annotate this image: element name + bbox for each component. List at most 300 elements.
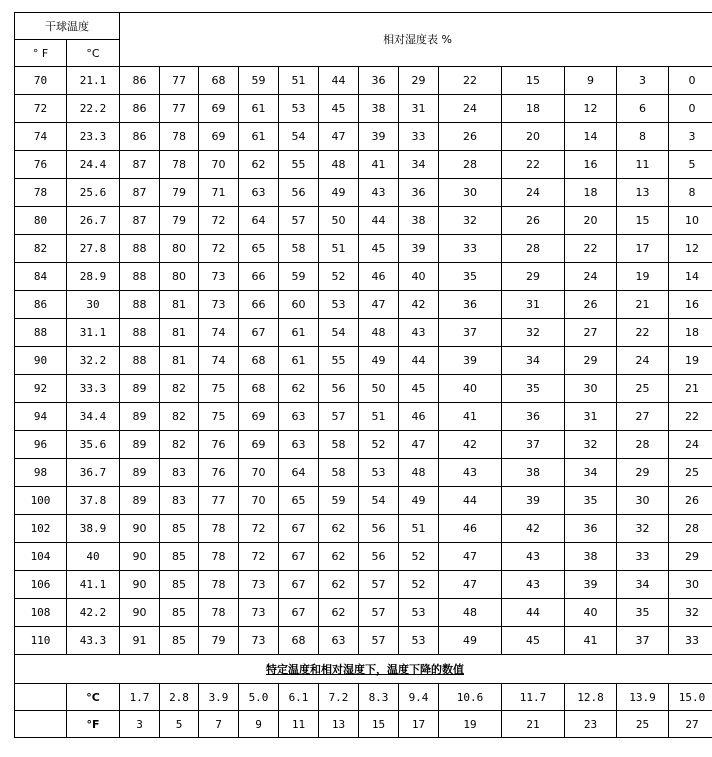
humidity-cell: 72 (239, 543, 279, 571)
celsius-cell: 40 (67, 543, 120, 571)
celsius-cell: 41.1 (67, 571, 120, 599)
humidity-cell: 53 (399, 599, 439, 627)
humidity-cell: 34 (617, 571, 669, 599)
humidity-cell: 78 (199, 571, 239, 599)
humidity-cell: 22 (439, 67, 502, 95)
humidity-cell: 90 (120, 543, 160, 571)
relative-humidity-title: 相对湿度表 % (120, 13, 712, 67)
humidity-cell: 24 (439, 95, 502, 123)
humidity-cell: 87 (120, 207, 160, 235)
humidity-cell: 45 (319, 95, 359, 123)
table-row (15, 459, 712, 487)
table-row (15, 571, 712, 599)
humidity-cell: 73 (199, 291, 239, 319)
humidity-cell: 62 (279, 375, 319, 403)
humidity-cell: 10 (669, 207, 712, 235)
table-row (15, 515, 712, 543)
humidity-cell: 86 (120, 123, 160, 151)
humidity-cell: 24 (617, 347, 669, 375)
humidity-cell: 59 (239, 67, 279, 95)
humidity-cell: 64 (239, 207, 279, 235)
fahrenheit-drop-cell: 17 (399, 711, 439, 738)
humidity-cell: 57 (359, 627, 399, 655)
humidity-cell: 51 (399, 515, 439, 543)
humidity-cell: 61 (279, 347, 319, 375)
humidity-cell: 44 (359, 207, 399, 235)
humidity-cell: 68 (239, 347, 279, 375)
celsius-cell: 23.3 (67, 123, 120, 151)
humidity-cell: 76 (199, 431, 239, 459)
humidity-cell: 22 (617, 319, 669, 347)
humidity-cell: 19 (617, 263, 669, 291)
humidity-cell: 37 (439, 319, 502, 347)
humidity-cell: 24 (502, 179, 565, 207)
humidity-cell: 52 (399, 571, 439, 599)
celsius-drop-cell: 10.6 (439, 684, 502, 711)
humidity-cell: 63 (239, 179, 279, 207)
table-row (15, 263, 712, 291)
celsius-drop-cell: 6.1 (279, 684, 319, 711)
fahrenheit-drop-cell: 5 (160, 711, 199, 738)
celsius-cell: 22.2 (67, 95, 120, 123)
humidity-cell: 53 (399, 627, 439, 655)
unit-label: °C (67, 684, 120, 711)
celsius-drop-cell: 9.4 (399, 684, 439, 711)
humidity-cell: 37 (502, 431, 565, 459)
celsius-cell: 31.1 (67, 319, 120, 347)
fahrenheit-drop-cell: 7 (199, 711, 239, 738)
humidity-cell: 42 (399, 291, 439, 319)
humidity-cell: 42 (502, 515, 565, 543)
table-row (15, 235, 712, 263)
humidity-cell: 28 (669, 515, 712, 543)
fahrenheit-cell: 74 (15, 123, 67, 151)
humidity-cell: 25 (669, 459, 712, 487)
humidity-cell: 22 (502, 151, 565, 179)
humidity-cell: 57 (359, 571, 399, 599)
humidity-cell: 5 (669, 151, 712, 179)
fahrenheit-drop-cell: 13 (319, 711, 359, 738)
humidity-cell: 29 (502, 263, 565, 291)
humidity-cell: 20 (502, 123, 565, 151)
humidity-table (14, 12, 712, 738)
humidity-cell: 89 (120, 431, 160, 459)
humidity-cell: 88 (120, 347, 160, 375)
humidity-cell: 56 (359, 515, 399, 543)
humidity-cell: 82 (160, 375, 199, 403)
humidity-cell: 67 (279, 543, 319, 571)
humidity-cell: 0 (669, 95, 712, 123)
humidity-cell: 73 (239, 599, 279, 627)
humidity-cell: 31 (502, 291, 565, 319)
humidity-cell: 82 (160, 431, 199, 459)
celsius-cell: 38.9 (67, 515, 120, 543)
humidity-cell: 62 (319, 571, 359, 599)
humidity-cell: 69 (239, 431, 279, 459)
temperature-drop-title: 特定温度和相对湿度下，温度下降的数值 (15, 655, 712, 684)
humidity-cell: 49 (439, 627, 502, 655)
humidity-cell: 43 (439, 459, 502, 487)
humidity-cell: 3 (617, 67, 669, 95)
humidity-cell: 88 (120, 263, 160, 291)
fahrenheit-cell: 110 (15, 627, 67, 655)
fahrenheit-cell: 92 (15, 375, 67, 403)
humidity-cell: 58 (319, 459, 359, 487)
humidity-cell: 39 (565, 571, 617, 599)
humidity-cell: 61 (279, 319, 319, 347)
humidity-cell: 22 (669, 403, 712, 431)
humidity-cell: 49 (319, 179, 359, 207)
humidity-cell: 61 (239, 123, 279, 151)
celsius-drop-cell: 5.0 (239, 684, 279, 711)
humidity-cell: 77 (199, 487, 239, 515)
humidity-cell: 52 (399, 543, 439, 571)
table-row (15, 375, 712, 403)
humidity-cell: 51 (319, 235, 359, 263)
celsius-drop-cell: 11.7 (502, 684, 565, 711)
celsius-cell: 25.6 (67, 179, 120, 207)
humidity-cell: 35 (502, 375, 565, 403)
humidity-cell: 36 (565, 515, 617, 543)
humidity-cell: 18 (502, 95, 565, 123)
celsius-cell: 26.7 (67, 207, 120, 235)
humidity-cell: 81 (160, 319, 199, 347)
humidity-cell: 54 (319, 319, 359, 347)
table-row (15, 179, 712, 207)
humidity-cell: 88 (120, 291, 160, 319)
temperature-drop-title-row (15, 655, 712, 684)
fahrenheit-cell: 90 (15, 347, 67, 375)
humidity-cell: 91 (120, 627, 160, 655)
humidity-cell: 58 (279, 235, 319, 263)
humidity-cell: 89 (120, 459, 160, 487)
humidity-cell: 85 (160, 543, 199, 571)
humidity-cell: 49 (359, 347, 399, 375)
humidity-cell: 57 (359, 599, 399, 627)
humidity-cell: 21 (617, 291, 669, 319)
humidity-cell: 6 (617, 95, 669, 123)
humidity-cell: 31 (399, 95, 439, 123)
humidity-cell: 34 (399, 151, 439, 179)
humidity-cell: 54 (279, 123, 319, 151)
humidity-cell: 65 (239, 235, 279, 263)
humidity-cell: 44 (319, 67, 359, 95)
empty-cell (15, 711, 67, 738)
celsius-drop-cell: 3.9 (199, 684, 239, 711)
humidity-cell: 30 (565, 375, 617, 403)
humidity-cell: 72 (199, 207, 239, 235)
humidity-cell: 78 (199, 515, 239, 543)
humidity-cell: 12 (565, 95, 617, 123)
celsius-drop-cell: 1.7 (120, 684, 160, 711)
humidity-cell: 22 (565, 235, 617, 263)
celsius-cell: 42.2 (67, 599, 120, 627)
fahrenheit-drop-cell: 21 (502, 711, 565, 738)
humidity-cell: 77 (160, 95, 199, 123)
humidity-cell: 51 (359, 403, 399, 431)
humidity-cell: 70 (199, 151, 239, 179)
fahrenheit-cell: 88 (15, 319, 67, 347)
humidity-cell: 62 (239, 151, 279, 179)
table-row (15, 347, 712, 375)
humidity-cell: 90 (120, 571, 160, 599)
fahrenheit-cell: 70 (15, 67, 67, 95)
humidity-cell: 57 (319, 403, 359, 431)
humidity-cell: 45 (399, 375, 439, 403)
fahrenheit-cell: 108 (15, 599, 67, 627)
humidity-cell: 48 (439, 599, 502, 627)
humidity-cell: 66 (239, 291, 279, 319)
humidity-cell: 78 (199, 599, 239, 627)
humidity-cell: 56 (319, 375, 359, 403)
humidity-cell: 72 (239, 515, 279, 543)
celsius-drop-cell: 8.3 (359, 684, 399, 711)
fahrenheit-cell: 76 (15, 151, 67, 179)
humidity-cell: 59 (319, 487, 359, 515)
humidity-cell: 35 (439, 263, 502, 291)
humidity-cell: 50 (319, 207, 359, 235)
humidity-cell: 83 (160, 459, 199, 487)
humidity-cell: 16 (565, 151, 617, 179)
humidity-cell: 48 (319, 151, 359, 179)
humidity-cell: 39 (502, 487, 565, 515)
table-row (15, 207, 712, 235)
fahrenheit-cell: 80 (15, 207, 67, 235)
table-row (15, 291, 712, 319)
humidity-cell: 52 (359, 431, 399, 459)
fahrenheit-cell: 102 (15, 515, 67, 543)
humidity-cell: 88 (120, 235, 160, 263)
celsius-cell: 43.3 (67, 627, 120, 655)
humidity-cell: 14 (669, 263, 712, 291)
humidity-cell: 80 (160, 235, 199, 263)
humidity-cell: 59 (279, 263, 319, 291)
celsius-cell: 33.3 (67, 375, 120, 403)
humidity-cell: 44 (439, 487, 502, 515)
table-row (15, 599, 712, 627)
fahrenheit-drop-row (15, 711, 712, 738)
humidity-cell: 70 (239, 459, 279, 487)
humidity-cell: 8 (669, 179, 712, 207)
celsius-cell: 30 (67, 291, 120, 319)
celsius-drop-cell: 15.0 (669, 684, 712, 711)
humidity-cell: 47 (359, 291, 399, 319)
humidity-cell: 35 (617, 599, 669, 627)
humidity-cell: 30 (617, 487, 669, 515)
humidity-cell: 78 (160, 151, 199, 179)
fahrenheit-cell: 106 (15, 571, 67, 599)
humidity-cell: 41 (439, 403, 502, 431)
fahrenheit-drop-cell: 19 (439, 711, 502, 738)
table-row (15, 403, 712, 431)
humidity-cell: 75 (199, 375, 239, 403)
humidity-cell: 18 (669, 319, 712, 347)
humidity-cell: 44 (399, 347, 439, 375)
humidity-cell: 64 (279, 459, 319, 487)
humidity-cell: 56 (279, 179, 319, 207)
humidity-cell: 14 (565, 123, 617, 151)
humidity-cell: 62 (319, 599, 359, 627)
humidity-cell: 26 (669, 487, 712, 515)
humidity-cell: 62 (319, 543, 359, 571)
humidity-cell: 71 (199, 179, 239, 207)
humidity-cell: 26 (502, 207, 565, 235)
humidity-cell: 87 (120, 151, 160, 179)
humidity-cell: 38 (359, 95, 399, 123)
humidity-cell: 29 (617, 459, 669, 487)
fahrenheit-cell: 86 (15, 291, 67, 319)
table-row (15, 431, 712, 459)
humidity-cell: 40 (399, 263, 439, 291)
humidity-cell: 55 (319, 347, 359, 375)
humidity-cell: 30 (439, 179, 502, 207)
celsius-drop-cell: 12.8 (565, 684, 617, 711)
humidity-cell: 40 (439, 375, 502, 403)
humidity-cell: 83 (160, 487, 199, 515)
humidity-cell: 20 (565, 207, 617, 235)
humidity-cell: 39 (359, 123, 399, 151)
fahrenheit-cell: 84 (15, 263, 67, 291)
fahrenheit-unit-header: ° F (15, 40, 67, 67)
humidity-cell: 68 (279, 627, 319, 655)
celsius-drop-cell: 13.9 (617, 684, 669, 711)
humidity-cell: 47 (399, 431, 439, 459)
table-row (15, 67, 712, 95)
humidity-cell: 69 (199, 123, 239, 151)
humidity-cell: 79 (160, 179, 199, 207)
humidity-cell: 85 (160, 627, 199, 655)
humidity-cell: 89 (120, 487, 160, 515)
humidity-cell: 85 (160, 571, 199, 599)
humidity-cell: 56 (359, 543, 399, 571)
celsius-cell: 37.8 (67, 487, 120, 515)
humidity-cell: 32 (617, 515, 669, 543)
humidity-cell: 21 (669, 375, 712, 403)
humidity-cell: 89 (120, 403, 160, 431)
fahrenheit-cell: 78 (15, 179, 67, 207)
humidity-cell: 32 (439, 207, 502, 235)
humidity-cell: 32 (565, 431, 617, 459)
humidity-cell: 26 (439, 123, 502, 151)
table-row (15, 627, 712, 655)
humidity-cell: 24 (669, 431, 712, 459)
humidity-cell: 28 (439, 151, 502, 179)
table-row (15, 151, 712, 179)
humidity-cell: 48 (399, 459, 439, 487)
fahrenheit-cell: 96 (15, 431, 67, 459)
fahrenheit-cell: 94 (15, 403, 67, 431)
humidity-cell: 18 (565, 179, 617, 207)
humidity-cell: 86 (120, 67, 160, 95)
humidity-cell: 89 (120, 375, 160, 403)
humidity-cell: 33 (669, 627, 712, 655)
humidity-cell: 90 (120, 599, 160, 627)
humidity-cell: 16 (669, 291, 712, 319)
header-row-top (15, 13, 712, 40)
humidity-cell: 61 (239, 95, 279, 123)
humidity-cell: 79 (199, 627, 239, 655)
humidity-cell: 66 (239, 263, 279, 291)
humidity-cell: 85 (160, 515, 199, 543)
humidity-cell: 78 (160, 123, 199, 151)
humidity-cell: 43 (359, 179, 399, 207)
humidity-cell: 57 (279, 207, 319, 235)
fahrenheit-drop-cell: 15 (359, 711, 399, 738)
humidity-cell: 43 (502, 571, 565, 599)
humidity-cell: 67 (279, 599, 319, 627)
humidity-cell: 68 (199, 67, 239, 95)
celsius-cell: 24.4 (67, 151, 120, 179)
empty-cell (15, 684, 67, 711)
fahrenheit-drop-cell: 3 (120, 711, 160, 738)
humidity-cell: 46 (399, 403, 439, 431)
humidity-cell: 47 (439, 543, 502, 571)
humidity-cell: 34 (502, 347, 565, 375)
celsius-cell: 32.2 (67, 347, 120, 375)
humidity-cell: 12 (669, 235, 712, 263)
humidity-cell: 9 (565, 67, 617, 95)
humidity-cell: 81 (160, 347, 199, 375)
humidity-cell: 67 (279, 515, 319, 543)
humidity-cell: 25 (617, 375, 669, 403)
humidity-cell: 47 (439, 571, 502, 599)
humidity-cell: 50 (359, 375, 399, 403)
humidity-cell: 69 (199, 95, 239, 123)
humidity-cell: 76 (199, 459, 239, 487)
humidity-cell: 65 (279, 487, 319, 515)
humidity-cell: 27 (617, 403, 669, 431)
humidity-cell: 67 (239, 319, 279, 347)
table-row (15, 95, 712, 123)
humidity-cell: 60 (279, 291, 319, 319)
fahrenheit-cell: 104 (15, 543, 67, 571)
table-row (15, 487, 712, 515)
humidity-cell: 54 (359, 487, 399, 515)
humidity-cell: 38 (565, 543, 617, 571)
humidity-cell: 90 (120, 515, 160, 543)
humidity-cell: 63 (279, 431, 319, 459)
humidity-cell: 69 (239, 403, 279, 431)
humidity-cell: 29 (565, 347, 617, 375)
humidity-cell: 53 (279, 95, 319, 123)
humidity-cell: 32 (669, 599, 712, 627)
humidity-cell: 39 (439, 347, 502, 375)
humidity-cell: 30 (669, 571, 712, 599)
celsius-drop-cell: 2.8 (160, 684, 199, 711)
fahrenheit-drop-cell: 27 (669, 711, 712, 738)
celsius-cell: 34.4 (67, 403, 120, 431)
humidity-cell: 82 (160, 403, 199, 431)
humidity-cell: 32 (502, 319, 565, 347)
table-row (15, 123, 712, 151)
unit-label: °F (67, 711, 120, 738)
humidity-cell: 41 (565, 627, 617, 655)
humidity-cell: 36 (439, 291, 502, 319)
celsius-drop-row (15, 684, 712, 711)
humidity-cell: 78 (199, 543, 239, 571)
humidity-cell: 77 (160, 67, 199, 95)
humidity-cell: 80 (160, 263, 199, 291)
humidity-cell: 19 (669, 347, 712, 375)
humidity-cell: 75 (199, 403, 239, 431)
fahrenheit-cell: 98 (15, 459, 67, 487)
humidity-cell: 45 (359, 235, 399, 263)
humidity-cell: 63 (279, 403, 319, 431)
humidity-cell: 53 (319, 291, 359, 319)
humidity-cell: 73 (239, 627, 279, 655)
celsius-unit-header: °C (67, 40, 120, 67)
humidity-cell: 74 (199, 319, 239, 347)
